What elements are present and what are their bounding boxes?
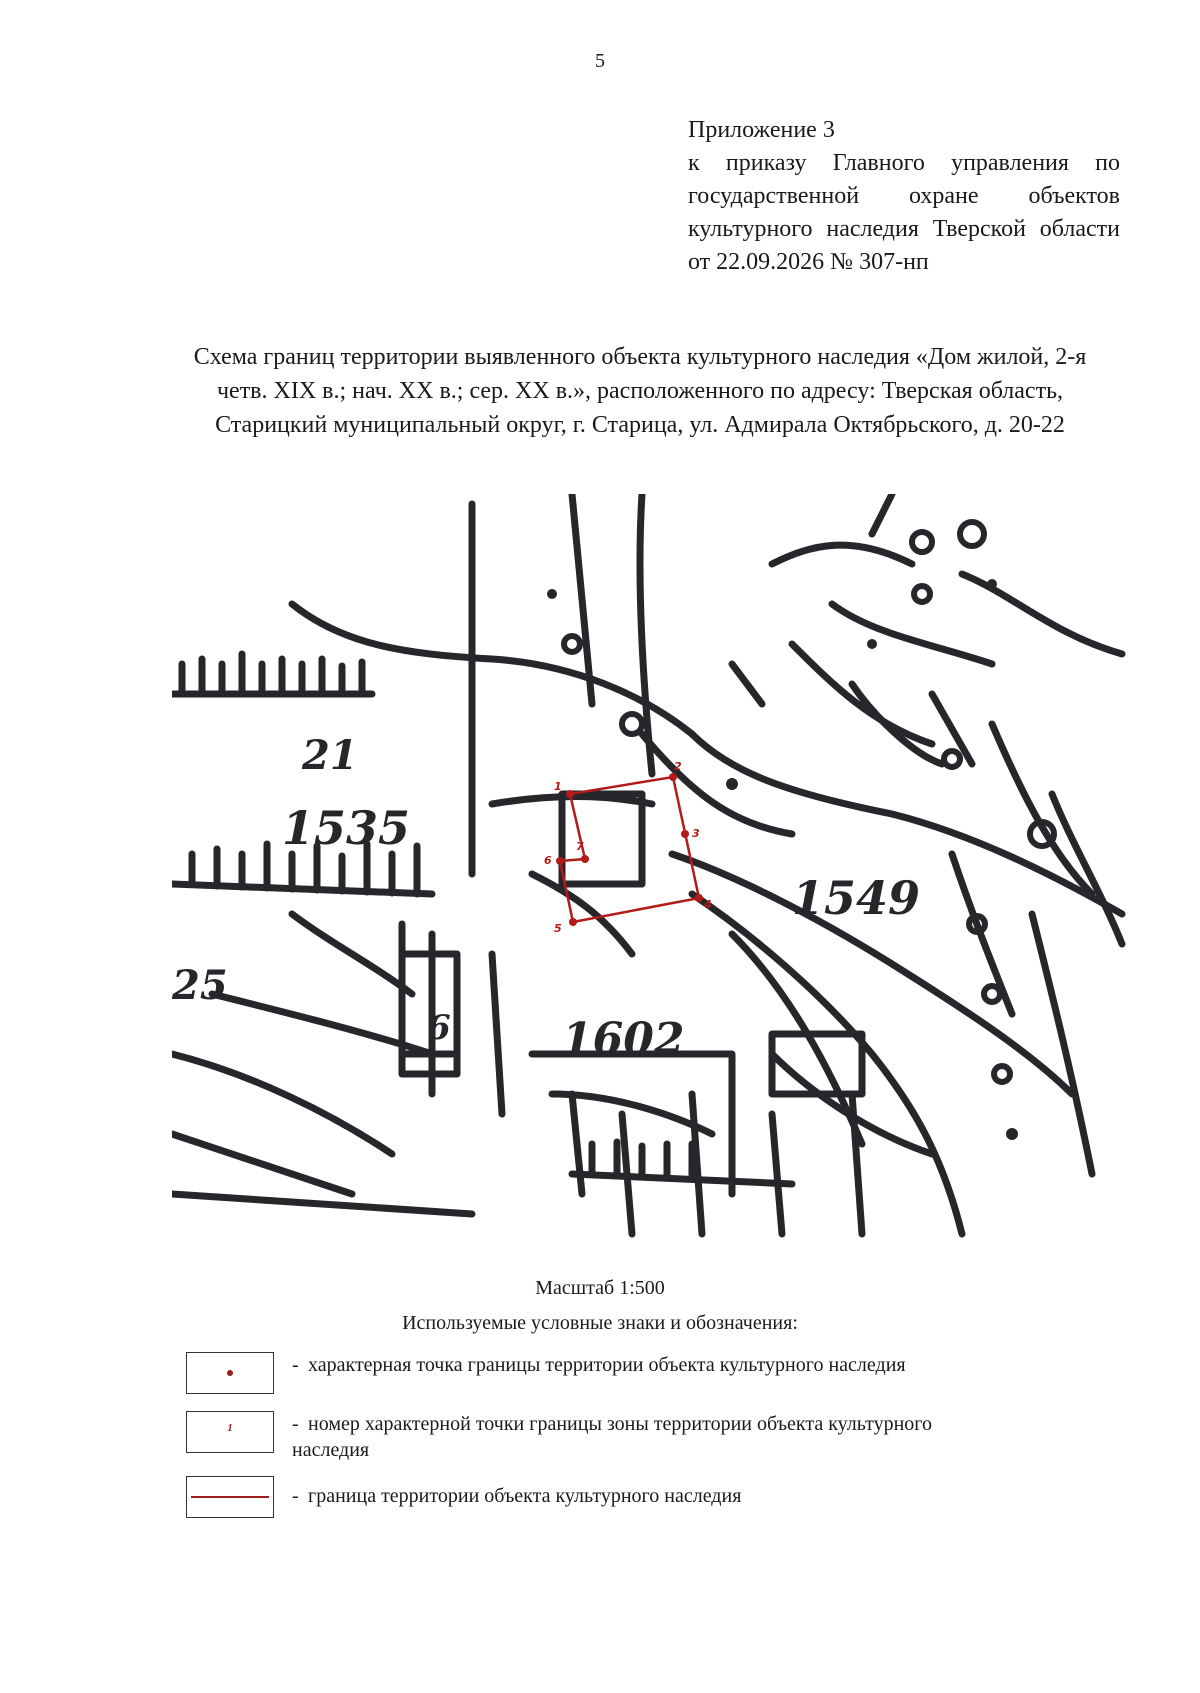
map-label-1602: 1602 — [562, 1014, 685, 1065]
point-number-4: 4 — [704, 898, 712, 911]
legend-sample-line — [186, 1476, 274, 1518]
appendix-body: к приказу Главного управления по государственной охране объектов культурного наследия Тверской области от 22.09.2026 № 307-нп — [688, 150, 1120, 275]
map-svg — [172, 494, 1128, 1240]
boundary-point-4 — [695, 894, 703, 902]
point-number-3: 3 — [692, 827, 700, 840]
scheme-title: Схема границ территории выявленного объекта культурного наследия «Дом жилой, 2-я четв. XIX в.; нач. XX в.; сер. XX в.», расположенного по адресу: Тверская область, Старицкий муниципальный округ, г. Старица, ул. Адмирала Октябрьского, д. 20-22 — [193, 344, 1087, 438]
boundary-point-5 — [569, 918, 577, 926]
scale-label: Масштаб 1:500 — [535, 1277, 665, 1299]
map-label-6: 6 — [427, 1008, 451, 1048]
boundary-point-2 — [669, 773, 677, 781]
cadastral-map — [172, 494, 1128, 1240]
legend-sample-number — [186, 1411, 274, 1453]
page-number: 5 — [595, 50, 605, 72]
boundary-line-icon — [191, 1496, 269, 1498]
point-number-6: 6 — [544, 854, 552, 867]
map-label-1549: 1549 — [792, 871, 921, 925]
point-number-5: 5 — [554, 922, 562, 935]
point-marker-icon — [227, 1370, 233, 1376]
boundary-point-3 — [681, 830, 689, 838]
boundary — [544, 760, 712, 935]
point-number-2: 2 — [674, 760, 682, 773]
point-number-1: 1 — [554, 780, 562, 793]
legend-text-number: номер характерной точки границы зоны территории объекта культурного наследия — [292, 1413, 933, 1461]
appendix-title: Приложение 3 — [688, 117, 835, 143]
legend-text-line: граница территории объекта культурного наследия — [308, 1485, 742, 1507]
legend-title: Используемые условные знаки и обозначения: — [402, 1312, 798, 1334]
map-linework — [172, 494, 1122, 1234]
legend-sample-number-text: 1 — [227, 1422, 233, 1434]
map-label-25: 25 — [172, 962, 228, 1009]
boundary-point-1 — [566, 790, 574, 798]
boundary-point-6 — [556, 857, 564, 865]
boundary-point-7 — [581, 855, 589, 863]
legend-text-point: характерная точка границы территории объекта культурного наследия — [308, 1354, 906, 1376]
point-number-7: 7 — [576, 840, 584, 853]
map-label-1535: 1535 — [282, 801, 411, 855]
appendix-block — [688, 114, 1120, 279]
map-label-21: 21 — [302, 732, 358, 779]
legend-sample-point — [186, 1352, 274, 1394]
